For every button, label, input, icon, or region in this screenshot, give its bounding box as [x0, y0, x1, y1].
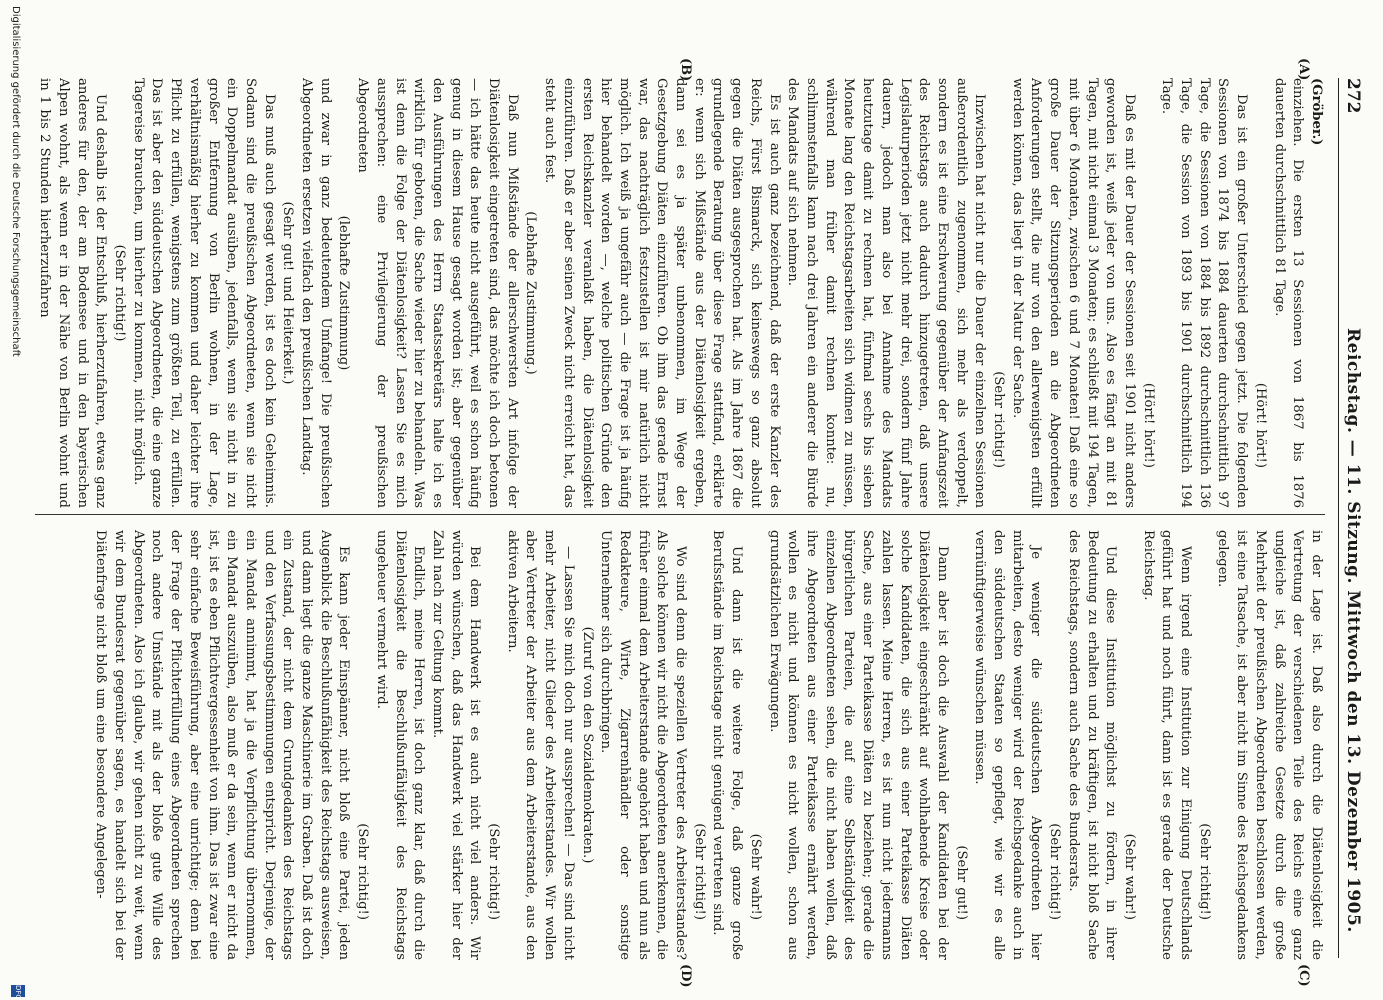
page-title: Reichstag. — 11. Sitzung. Mittwoch den 13. Dezember 1905. [1343, 328, 1363, 933]
interjection: (Sehr richtig!) [355, 823, 371, 920]
paragraph: Daß nun Mißstände der allerschwersten Art infolge der Diätenlosigkeit eingetreten sind, das möchte ich doch betonen — ich hätte das heute nicht ausgeführt, weil es schon häufig genug in diesem Hause gesagt worden ist; aber gegenüber den Ausführungen des Herrn Staatssekretärs halte ich es wirklich für geboten, die Sache wieder hier zu behandeln. Was ist denn die Folge der Diätenlosigkeit? Lassen Sie es mich aussprechen: eine Privilegierung der preußischen Abgeordneten [355, 78, 520, 508]
interjection: (Lebhafte Zustimmung.) [523, 211, 539, 375]
paragraph: Daß es mit der Dauer der Sessionen seit 1901 nicht anders geworden ist, weiß jeder von uns. Also es fängt an mit 81 Tagen, mit nicht einmal 3 Monaten; es schließt mit 194 Tagen, mit über 6 Monaten, zwischen 6 und 7 Monaten! Daß eine so große Dauer der Sitzungsperioden an die Abgeordneten Anforderungen stellt, die nur von den allerwenigsten erfüllt werden können, das liegt in der Natur der Sache. [1009, 78, 1137, 508]
interjection: (Hört! hört!) [1140, 382, 1156, 468]
dfg-logo: DFG [11, 985, 25, 997]
paragraph: Je weniger die süddeutschen Abgeordneten hier mitarbeiten, desto weniger wird der Reichsgedanke auch in den süddeutschen Staaten so gepflegt, wie wir es alle vernünftigerweise wünschen müssen. [972, 530, 1044, 960]
paragraph: Das muß auch gesagt werden, ist es doch kein Geheimnis. Sodann sind die preußischen Abgeordneten, wenn sie nicht ein Doppelmandat ausüben, jedenfalls, wenn sie nicht in zu großer Entfernung von Berlin wohnen, in der Lage, verhältnismäßig hierher zu kommen und daher leichter ihre Pflicht zu erfüllen, wenigstens zum größten Teil, zu erfüllen. Das ist aber den süddeutschen Abgeordneten, die eine ganze Tagereise brauchen, um hierher zu kommen, nicht möglich. [130, 78, 277, 508]
speaker-label: (Gröber.) [1309, 78, 1324, 146]
paragraph: Und deshalb ist der Entschluß, hierherzufahren, etwas ganz anderes für den, der am Bodensee und in den bayerischen Alpen wohnt, als wenn er in der Nähe von Berlin wohnt und in 1 bis 2 Stunden hierherzufahren [37, 78, 109, 508]
page-footer [0, 0, 55, 1000]
interjection: (Sehr wahr!) [1121, 833, 1137, 920]
paragraph: Dann aber ist doch die Auswahl der Kandidaten bei der Diätenlosigkeit eingeschränkt auf wohlhabende Kreise oder solche Kandidaten, die sich aus einer Parteikasse Diäten zahlen lassen. Meine Herren, es ist nun nicht jedermanns Sache, aus einer Parteikasse Diäten zu beziehen; gerade die bürgerlichen Parteien, die auf eine Selbständigkeit des einzelnen Abgeordneten sehen, die nicht haben wollen, daß ihre Abgeordneten aus einer Parteikasse ernährt werden, wollen es nicht und können es nicht wollen, schon aus grundsätzlichen Erwägungen. [766, 530, 950, 960]
paragraph: einziehen. Die ersten 13 Sessionen von 1867 bis 1876 dauerten durchschnittlich 81 Tage. [1271, 78, 1306, 508]
margin-marker-b: (B) [678, 58, 693, 82]
paragraph: und zwar in ganz bedeutendem Umfange! Die preußischen Abgeordneten ersetzen vielfach den preußischen Landtag. [299, 78, 333, 508]
interjection: (lebhafte Zustimmung) [336, 215, 352, 371]
interjection: (Sehr richtig!) [486, 823, 502, 920]
interjection: (Sehr richtig!) [1196, 823, 1212, 920]
paragraph: Bei dem Handwerk ist es auch nicht viel anders. Wir würden wünschen, daß das Handwerk viel stärker hier der Zahl nach zur Geltung kommt. [429, 530, 483, 960]
interjection: (Sehr wahr!) [747, 833, 763, 920]
page-number: 272 [1343, 78, 1363, 114]
interjection: (Sehr richtig!) [112, 244, 127, 342]
interjection: (Sehr richtig!) [1047, 823, 1063, 920]
column-divider [35, 514, 1325, 515]
paragraph: Endlich, meine Herren, ist doch ganz klar, daß durch die Diätenlosigkeit die Beschlußunfähigkeit des Reichstags ungeheuer vermehrt wird. [373, 530, 427, 960]
interjection: (Sehr richtig!) [991, 371, 1007, 468]
paragraph: Und dann ist die weitere Folge, daß ganze große Berufsstände im Reichstage nicht genügend vertreten sind. [710, 530, 745, 960]
paragraph: Wenn irgend eine Institution zur Einigung Deutschlands geführt hat und noch führt, dann ist es gerade der Deutsche Reichstag. [1140, 530, 1194, 960]
paragraph: in der Lage ist. Daß also durch die Diätenlosigkeit die Vertretung der verschiedenen Teile des Reichs eine ganz ungleiche ist, daß zahlreiche Gesetze durch die große Mehrheit der preußischen Abgeordneten beschlossen werden, ist eine Tatsache, ist aber nicht im Sinne des Reichsgedankens gelegen. [1215, 530, 1324, 960]
margin-marker-d: (D) [678, 964, 693, 988]
paragraph: Inzwischen hat nicht nur die Dauer der einzelnen Sessionen außerordentlich zugenommen, sich mehr als verdoppelt, sondern es ist eine Erschwerung gegenüber der Anfangszeit des Reichstags auch dadurch hinzugetreten, daß unsere Legislaturperioden jetzt nicht mehr drei, sondern fünf Jahre dauern, jedoch man also bei Annahme des Mandats heutzutage damit zu rechnen hat, fünfmal sechs bis sieben Monate lang den Reichstagsarbeiten sich widmen zu müssen, während man früher damit rechnen konnte: nu, schlimmstenfalls kann nach drei Jahren ein anderer die Bürde des Mandats auf sich nehmen. [785, 78, 988, 508]
interjection: (Hört! hört!) [1252, 382, 1268, 468]
paragraph: Es ist auch ganz bezeichnend, daß der erste Kanzler des Reichs, Fürst Bismarck, sich keineswegs so ganz absolut gegen die Diäten ausgesprochen hat. Als im Jahre 1867 die grundlegende Beratung über diese Frage stattfand, erklärte er: wenn sich Mißstände aus der Diätenlosigkeit ergeben, dann sei es ja später unbenommen, im Wege der Gesetzgebung Diäten einzuführen. Ob ihm das gerade Ernst war, das nachträglich festzustellen ist mir natürlich nicht möglich. Ich weiß ja ungefähr auch — die Frage ist ja häufig hier behandelt worden —, welche politischen Gründe den ersten Reichskanzler veranlaßt haben, die Diätenlosigkeit einzuführen. Daß er aber seinen Zweck nicht erreicht hat, das steht auch fest. [542, 78, 782, 508]
digitization-credit: Digitalisierung gefördert durch die Deutsche Forschungsgemeinschaft [10, 6, 21, 357]
interjection: (Zuruf von den Sozialdemokraten.) [579, 626, 595, 864]
right-column [35, 530, 1325, 960]
margin-marker-c: (C) [1296, 964, 1311, 987]
page-header [1338, 78, 1365, 958]
paragraph: Und diese Institution möglichst zu fördern, in ihrer Bedeutung zu erhalten und zu kräftigen, ist nicht bloß Sache des Reichstags, sondern auch Sache des Bundesrats. [1065, 530, 1119, 960]
paragraph: Wo sind denn die speziellen Vertreter des Arbeiterstandes? Als solche können wir nicht die Abgeordneten anerkennen, die früher einmal dem Arbeiterstande angehört haben und nun als Redakteure, Wirte, Zigarrenhändler oder sonstige Unternehmer sich durchbringen. [598, 530, 689, 960]
interjection: (Sehr gut! und Heiterkeit.) [280, 201, 296, 385]
interjection: (Sehr richtig!) [691, 823, 707, 920]
interjection: (Sehr gut!) [953, 845, 969, 920]
paragraph: — Lassen Sie mich doch nur aussprechen! — Das sind nicht mehr Arbeiter, nicht Glieder des Arbeiterstandes. Wir wollen aber Vertreter der Arbeiter aus dem Arbeiterstande, aus den aktiven Arbeitern. [504, 530, 576, 960]
left-column [35, 78, 1325, 508]
paragraph: Es kann jeder Einspänner, nicht bloß eine Partei, jeden Augenblick die Beschlußunfähigkeit des Reichstags ausweisen, und dann liegt die ganze Maschinerie im Graben. Daß ist doch ein Zustand, der nicht dem Grundgedanken des Reichstags und den Verfassungsbestimmungen entspricht. Derjenige, der ein Mandat annimmt, hat ja die Verpflichtung übernommen, ein Mandat auszuüben, also muß er da sein, wenn er nicht da ist, ist es eben Pflichtvergessenheit von ihm. Das ist zwar eine sehr einfache Beweisführung, aber eine unrichtige; denn bei der Frage der Pflichterfüllung eines Abgeordneten sprechen noch andere Umstände mit als der bloße gute Wille des Abgeordneten. Also ich glaube, wir gehen nicht zu weit, wenn wir dem Bundesrat gegenüber sagen, es handelt sich bei der Diätenfrage nicht bloß um eine besondere Angelegen- [93, 530, 352, 960]
margin-marker-a: (A) [1296, 58, 1311, 81]
paragraph: Das ist ein großer Unterschied gegen jetzt. Die folgenden Sessionen von 1874 bis 1884 dauerten durchschnittlich 97 Tage, die Sessionen von 1884 bis 1892 durchschnittlich 136 Tage, die Session von 1893 bis 1901 durchschnittlich 194 Tage. [1159, 78, 1250, 508]
